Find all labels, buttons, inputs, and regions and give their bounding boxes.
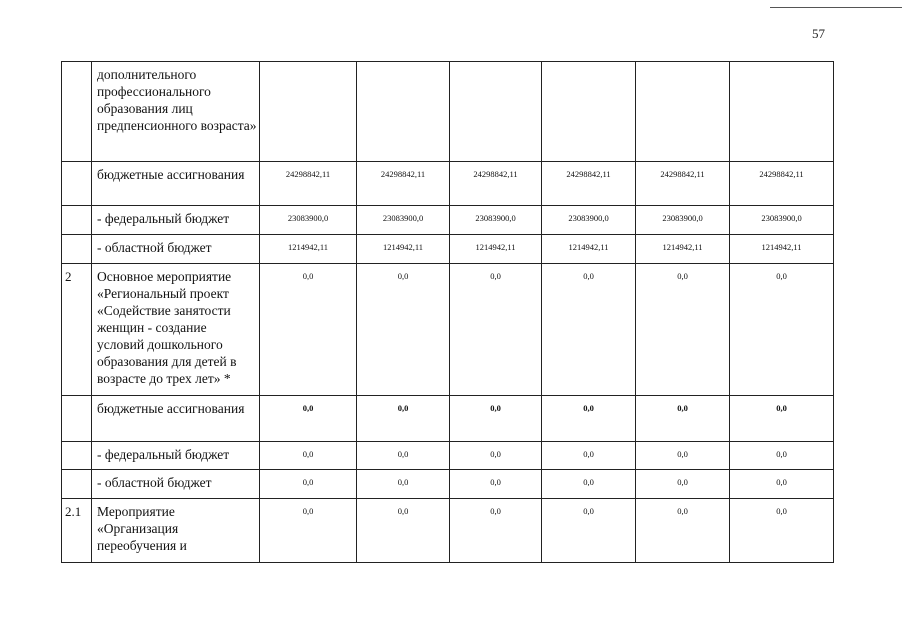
value-cell: 0,0 — [730, 499, 834, 563]
value-cell: 24298842,11 — [636, 162, 730, 206]
row-number — [62, 396, 92, 442]
value-cell: 0,0 — [542, 264, 636, 396]
value-cell: 23083900,0 — [260, 206, 357, 235]
value-cell: 0,0 — [357, 264, 450, 396]
value-cell: 0,0 — [542, 470, 636, 499]
row-description: - федеральный бюджет — [92, 442, 260, 470]
value-cell: 0,0 — [450, 442, 542, 470]
value-cell: 1214942,11 — [450, 235, 542, 264]
row-number — [62, 470, 92, 499]
row-number — [62, 162, 92, 206]
value-cell: 24298842,11 — [730, 162, 834, 206]
table-row — [62, 264, 834, 396]
value-cell: 23083900,0 — [636, 206, 730, 235]
value-cell: 1214942,11 — [542, 235, 636, 264]
table-row — [62, 235, 834, 264]
value-cell: 0,0 — [260, 499, 357, 563]
row-description: - областной бюджет — [92, 235, 260, 264]
value-cell: 0,0 — [636, 442, 730, 470]
value-cell — [636, 62, 730, 162]
value-cell: 0,0 — [636, 396, 730, 442]
value-cell: 0,0 — [636, 499, 730, 563]
value-cell: 23083900,0 — [357, 206, 450, 235]
top-rule — [770, 7, 902, 8]
value-cell: 0,0 — [357, 499, 450, 563]
value-cell — [542, 62, 636, 162]
value-cell: 23083900,0 — [730, 206, 834, 235]
value-cell: 24298842,11 — [542, 162, 636, 206]
row-description: дополнительного профессионального образования лиц предпенсионного возраста» — [92, 62, 260, 162]
value-cell: 0,0 — [260, 442, 357, 470]
value-cell: 0,0 — [260, 264, 357, 396]
value-cell: 23083900,0 — [542, 206, 636, 235]
row-number: 2 — [62, 264, 92, 396]
value-cell: 0,0 — [636, 264, 730, 396]
value-cell: 0,0 — [730, 264, 834, 396]
value-cell: 0,0 — [542, 442, 636, 470]
table-row — [62, 62, 834, 162]
value-cell: 0,0 — [730, 396, 834, 442]
value-cell — [260, 62, 357, 162]
value-cell: 0,0 — [730, 470, 834, 499]
row-number: 2.1 — [62, 499, 92, 563]
value-cell: 0,0 — [542, 396, 636, 442]
table-row — [62, 396, 834, 442]
row-description: Мероприятие «Организация переобучения и — [92, 499, 260, 563]
table-row — [62, 470, 834, 499]
row-number — [62, 235, 92, 264]
value-cell: 24298842,11 — [357, 162, 450, 206]
value-cell: 24298842,11 — [260, 162, 357, 206]
value-cell: 0,0 — [260, 396, 357, 442]
table-row — [62, 206, 834, 235]
value-cell: 0,0 — [636, 470, 730, 499]
value-cell: 0,0 — [357, 442, 450, 470]
value-cell: 0,0 — [450, 499, 542, 563]
value-cell: 0,0 — [357, 396, 450, 442]
value-cell: 0,0 — [357, 470, 450, 499]
value-cell: 24298842,11 — [450, 162, 542, 206]
row-number — [62, 442, 92, 470]
value-cell: 1214942,11 — [260, 235, 357, 264]
value-cell: 1214942,11 — [636, 235, 730, 264]
value-cell: 0,0 — [542, 499, 636, 563]
value-cell: 0,0 — [450, 264, 542, 396]
value-cell — [730, 62, 834, 162]
table-row — [62, 162, 834, 206]
value-cell: 1214942,11 — [357, 235, 450, 264]
value-cell — [357, 62, 450, 162]
value-cell: 0,0 — [450, 396, 542, 442]
value-cell: 1214942,11 — [730, 235, 834, 264]
row-description: - областной бюджет — [92, 470, 260, 499]
row-description: Основное мероприятие «Региональный проект «Содействие занятости женщин - создание условий дошкольного образования для детей в возрасте до трех лет» * — [92, 264, 260, 396]
page-number: 57 — [812, 26, 825, 41]
value-cell: 0,0 — [260, 470, 357, 499]
table-row — [62, 442, 834, 470]
value-cell — [450, 62, 542, 162]
value-cell: 23083900,0 — [450, 206, 542, 235]
value-cell: 0,0 — [730, 442, 834, 470]
row-number — [62, 206, 92, 235]
row-description: - федеральный бюджет — [92, 206, 260, 235]
value-cell: 0,0 — [450, 470, 542, 499]
budget-table — [61, 61, 834, 563]
row-number — [62, 62, 92, 162]
row-description: бюджетные ассигнования — [92, 396, 260, 442]
row-description: бюджетные ассигнования — [92, 162, 260, 206]
table-row — [62, 499, 834, 563]
